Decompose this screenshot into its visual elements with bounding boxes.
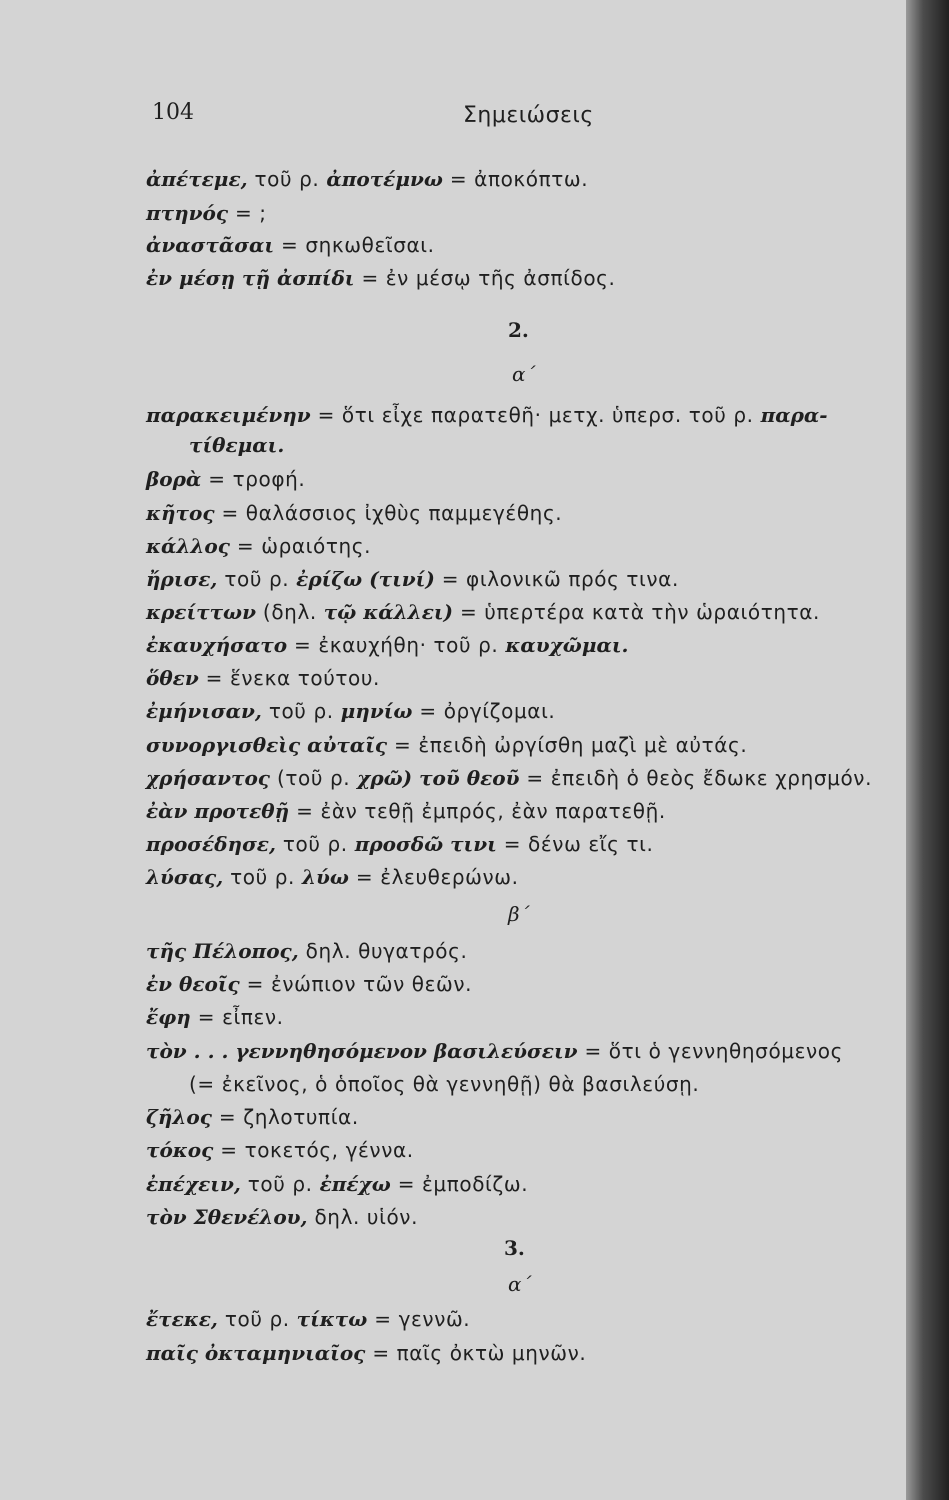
section-number: 2.	[508, 318, 529, 342]
gloss-text: δηλ. θυγατρός.	[298, 939, 468, 963]
headword: παρακειμένην	[146, 403, 311, 427]
page-number: 104	[152, 100, 194, 125]
headword: ἐρίζω (τινί)	[296, 567, 435, 591]
gloss-line	[146, 1204, 418, 1230]
gloss-text: = θαλάσσιος ἰχθὺς παμμεγέθης.	[214, 501, 563, 525]
gloss-text: = ὡραιότης.	[229, 534, 372, 558]
gloss-text: = ἐλευθερώνω.	[348, 865, 519, 889]
headword: χρῶ) τοῦ θεοῦ	[357, 766, 520, 790]
headword: ἀναστᾶσαι	[146, 233, 275, 257]
gloss-text: = εἶπεν.	[190, 1005, 284, 1029]
headword: ἤρισε,	[146, 567, 218, 591]
gloss-text: τοῦ ρ.	[247, 167, 327, 191]
gloss-line	[146, 1038, 843, 1064]
gloss-line	[146, 166, 588, 192]
gloss-text: = ;	[228, 201, 267, 225]
gloss-line	[146, 1104, 359, 1130]
headword: πτηνός	[146, 201, 229, 225]
gloss-line	[146, 466, 305, 492]
headword: ἀπέτεμε,	[146, 167, 248, 191]
gloss-text: (= ἐκεῖνος, ὁ ὁποῖος θὰ γεννηθῇ) θὰ βασιλεύσῃ.	[189, 1072, 700, 1096]
gloss-text: τοῦ ρ.	[223, 865, 302, 889]
headword: τὸν . . . γεννηθησόμενον βασιλεύσειν	[146, 1039, 578, 1063]
headword: ἀποτέμνω	[326, 167, 443, 191]
gloss-text: (τοῦ ρ.	[269, 766, 358, 790]
headword: κρείττων	[146, 600, 256, 624]
gloss-text: = παῖς ὀκτὼ μηνῶν.	[365, 1341, 587, 1365]
gloss-text: = φιλονικῶ πρός τινα.	[434, 567, 679, 591]
subsection-marker: α΄	[508, 1272, 532, 1296]
gloss-text: = ἐπειδὴ ὠργίσθη μαζὶ μὲ αὐτάς.	[387, 733, 748, 757]
headword: τῷ κάλλει)	[323, 600, 453, 624]
gloss-line	[146, 765, 872, 791]
gloss-text: = ἐὰν τεθῇ ἐμπρός, ἐὰν παρατεθῇ.	[289, 799, 666, 823]
headword: βορὰ	[146, 467, 202, 491]
headword: ἐπέχειν,	[146, 1172, 241, 1196]
headword: ἔτεκε,	[146, 1307, 218, 1331]
gloss-line	[146, 566, 679, 592]
gloss-line	[146, 402, 828, 428]
headword: τῆς Πέλοπος,	[146, 939, 299, 963]
gloss-line	[146, 831, 653, 857]
headword: ἐὰν προτεθῇ	[146, 799, 290, 823]
gloss-text: = τροφή.	[201, 467, 306, 491]
headword: κῆτος	[146, 501, 215, 525]
gloss-text: τοῦ ρ.	[217, 1307, 297, 1331]
headword: προσέδησε,	[146, 832, 276, 856]
headword: κάλλος	[146, 534, 230, 558]
gloss-line	[189, 1071, 699, 1097]
gloss-line	[146, 1340, 586, 1366]
gloss-text: τοῦ ρ.	[261, 699, 341, 723]
gloss-line	[146, 533, 371, 559]
headword: ἐν μέσῃ τῇ ἀσπίδι	[146, 266, 355, 290]
gloss-text: = σηκωθεῖσαι.	[274, 233, 435, 257]
headword: ἐκαυχήσατο	[146, 633, 288, 657]
gloss-line	[146, 798, 666, 824]
gloss-line	[189, 432, 284, 458]
gloss-text: = ἀποκόπτω.	[442, 167, 589, 191]
headword: τὸν Σθενέλου,	[146, 1205, 308, 1229]
headword: καυχῶμαι.	[505, 633, 629, 657]
headword: λύσας,	[146, 865, 224, 889]
gloss-line	[146, 632, 628, 658]
gloss-text: = ὑπερτέρα κατὰ τὴν ὡραιότητα.	[453, 600, 821, 624]
headword: τίθεμαι.	[189, 433, 285, 457]
headword: ἐμήνισαν,	[146, 699, 262, 723]
headword: χρήσαντος	[146, 766, 270, 790]
gloss-text: = γεννῶ.	[367, 1307, 471, 1331]
section-number: 3.	[504, 1236, 525, 1260]
gloss-line	[146, 232, 435, 258]
gloss-text: = δένω εἴς τι.	[496, 832, 654, 856]
gloss-line	[146, 665, 380, 691]
gloss-text: τοῦ ρ.	[275, 832, 355, 856]
headword: τόκος	[146, 1138, 214, 1162]
gloss-text: τοῦ ρ.	[217, 567, 297, 591]
gloss-text: = ὅτι εἶχε παρατεθῆ· μετχ. ὑπερσ. τοῦ ρ.	[310, 403, 761, 427]
gloss-line	[146, 1306, 470, 1332]
gloss-text: = ὀργίζομαι.	[412, 699, 556, 723]
gloss-line	[146, 1137, 414, 1163]
gloss-text: = ἕνεκα τούτου.	[198, 666, 380, 690]
headword: λύω	[301, 865, 349, 889]
gloss-line	[146, 732, 747, 758]
headword: ζῆλος	[146, 1105, 212, 1129]
gloss-text: τοῦ ρ.	[240, 1172, 320, 1196]
gloss-line	[146, 599, 820, 625]
gloss-text: = ἐμποδίζω.	[390, 1172, 529, 1196]
gloss-line	[146, 971, 472, 997]
book-spine-edge	[906, 0, 949, 1500]
headword: συνοργισθεὶς αὐταῖς	[146, 733, 388, 757]
gloss-line	[146, 1171, 528, 1197]
headword: τίκτω	[296, 1307, 368, 1331]
gloss-text: = ἐν μέσῳ τῆς ἀσπίδος.	[354, 266, 616, 290]
subsection-marker: β΄	[508, 902, 530, 926]
gloss-line	[146, 698, 555, 724]
headword: ὅθεν	[146, 666, 199, 690]
headword: προσδῶ τινι	[354, 832, 497, 856]
headword: παῖς ὀκταμηνιαῖος	[146, 1341, 366, 1365]
headword: ἔφη	[146, 1005, 191, 1029]
gloss-line	[146, 265, 615, 291]
headword: παρα-	[760, 403, 828, 427]
gloss-text: (δηλ.	[255, 600, 324, 624]
gloss-line	[146, 864, 519, 890]
gloss-line	[146, 500, 562, 526]
gloss-line	[146, 200, 267, 226]
gloss-text: = τοκετός, γέννα.	[213, 1138, 414, 1162]
gloss-line	[146, 938, 467, 964]
gloss-text: = ἐκαυχήθη· τοῦ ρ.	[287, 633, 506, 657]
headword: μηνίω	[340, 699, 413, 723]
gloss-line	[146, 1004, 284, 1030]
gloss-text: = ἐπειδὴ ὁ θεὸς ἔδωκε χρησμόν.	[519, 766, 873, 790]
running-title: Σημειώσεις	[463, 103, 594, 128]
subsection-marker: α΄	[512, 362, 536, 386]
headword: ἐπέχω	[319, 1172, 391, 1196]
gloss-text: = ἐνώπιον τῶν θεῶν.	[239, 972, 473, 996]
gloss-text: = ζηλοτυπία.	[211, 1105, 359, 1129]
gloss-text: = ὅτι ὁ γεννηθησόμενος	[577, 1039, 843, 1063]
headword: ἐν θεοῖς	[146, 972, 240, 996]
gloss-text: δηλ. υἱόν.	[307, 1205, 419, 1229]
